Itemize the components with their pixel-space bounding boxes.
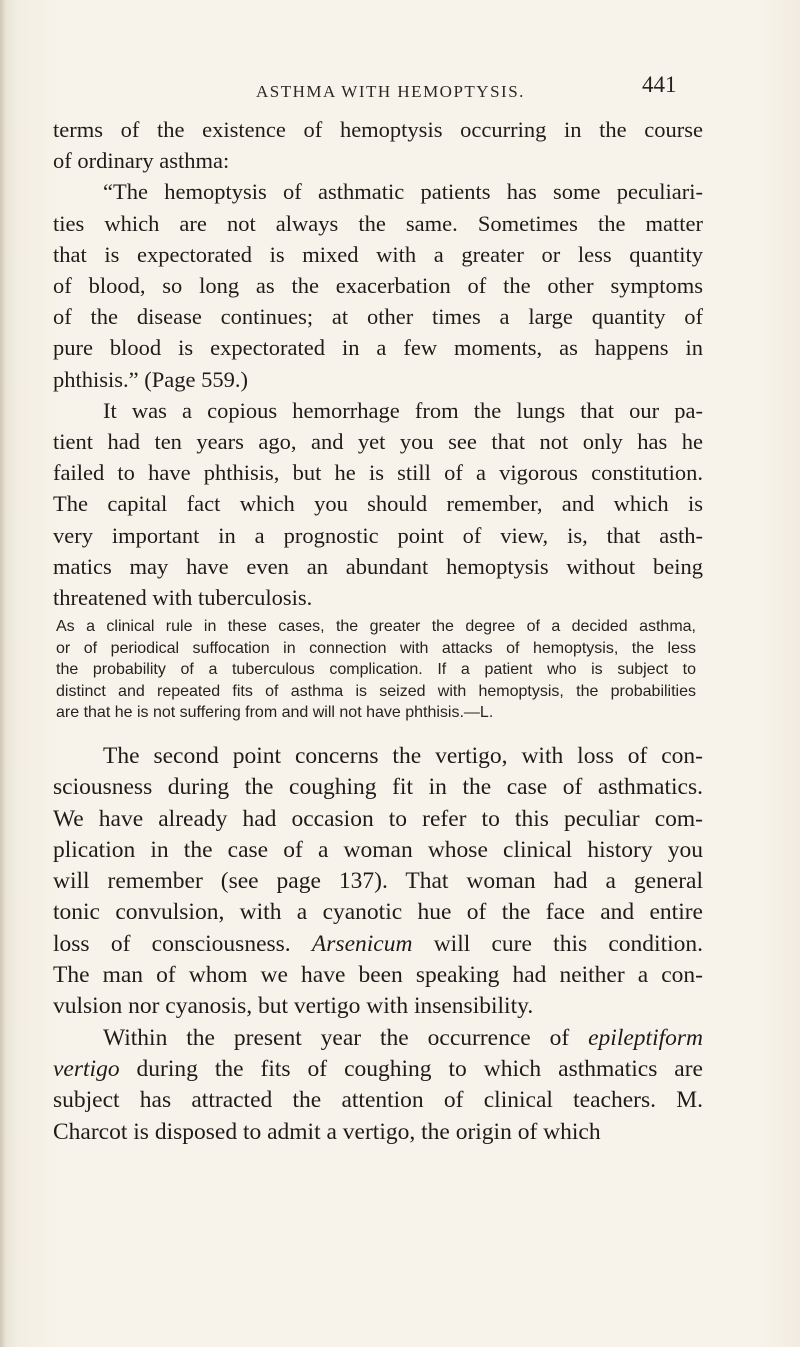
text-line: vulsion nor cyanosis, but vertigo with insensibility. bbox=[53, 993, 534, 1020]
text-line: of the disease continues; at other times a large quantity of bbox=[53, 304, 703, 330]
running-title: ASTHMA WITH HEMOPTYSIS. bbox=[256, 82, 525, 101]
italic-term-epileptiform: epileptiform bbox=[588, 1024, 703, 1051]
text-line: very important in a prognostic point of view, is, that asth- bbox=[53, 522, 703, 548]
text-line: We have already had occasion to refer to this peculiar com- bbox=[53, 805, 703, 832]
text-line: tonic convulsion, with a cyanotic hue of the face and entire bbox=[53, 899, 703, 926]
text-segment: will cure this condition. bbox=[433, 930, 704, 957]
text-line-mixed bbox=[53, 1023, 703, 1054]
text-segment: Within the present year the occurrence of bbox=[103, 1024, 570, 1051]
italic-term-vertigo: vertigo bbox=[53, 1055, 120, 1082]
text-line: It was a copious hemorrhage from the lungs that our pa- bbox=[103, 397, 703, 423]
text-line: that is expectorated is mixed with a greater or less quantity bbox=[53, 241, 703, 267]
text-line: of blood, so long as the exacerbation of the other symptoms bbox=[53, 273, 703, 299]
text-line: of ordinary asthma: bbox=[53, 148, 230, 174]
text-line: ties which are not always the same. Sometimes the matter bbox=[53, 210, 703, 236]
text-line: phthisis.” (Page 559.) bbox=[53, 366, 248, 392]
body-text-block-1 bbox=[53, 114, 703, 613]
text-line: The man of whom we have been speaking had neither a con- bbox=[53, 962, 703, 989]
text-line: subject has attracted the attention of clinical teachers. M. bbox=[53, 1087, 703, 1114]
note-line: distinct and repeated fits of asthma is seized with hemoptysis, the probabilities bbox=[56, 682, 696, 700]
note-line: are that he is not suffering from and will not have phthisis.—L. bbox=[56, 704, 494, 721]
text-line: will remember (see page 137). That woman had a general bbox=[53, 868, 703, 895]
text-line: tient had ten years ago, and yet you see that not only has he bbox=[53, 429, 703, 455]
text-line: matics may have even an abundant hemoptysis without being bbox=[53, 553, 703, 579]
body-text-block-2 bbox=[53, 741, 703, 1148]
text-line: Charcot is disposed to admit a vertigo, the origin of which bbox=[53, 1118, 601, 1145]
text-line: failed to have phthisis, but he is still of a vigorous constitution. bbox=[53, 460, 703, 486]
text-line: sciousness during the coughing fit in the case of asthmatics. bbox=[53, 774, 703, 801]
text-segment: during the fits of coughing to which asthmatics are bbox=[136, 1055, 703, 1082]
text-line: plication in the case of a woman whose clinical history you bbox=[53, 836, 703, 863]
note-line: As a clinical rule in these cases, the greater the degree of a decided asthma, bbox=[56, 618, 696, 635]
page-gutter-shadow bbox=[0, 0, 6, 1347]
text-line: terms of the existence of hemoptysis occurring in the course bbox=[53, 117, 703, 142]
text-line: pure blood is expectorated in a few moments, as happens in bbox=[53, 335, 703, 361]
note-line: or of periodical suffocation in connection with attacks of hemoptysis, the less bbox=[56, 639, 696, 657]
text-line: “The hemoptysis of asthmatic patients has some peculiari- bbox=[103, 179, 703, 205]
text-line: threatened with tuberculosis. bbox=[53, 585, 313, 611]
note-line: the probability of a tuberculous complication. If a patient who is subject to bbox=[56, 661, 696, 678]
text-line-mixed bbox=[53, 929, 703, 960]
italic-term-arsenicum: Arsenicum bbox=[311, 930, 413, 957]
text-line: The second point concerns the vertigo, with loss of con- bbox=[103, 743, 703, 769]
editor-note bbox=[56, 616, 696, 724]
text-line: The capital fact which you should remember, and which is bbox=[53, 491, 703, 517]
text-segment: loss of consciousness. bbox=[53, 930, 291, 957]
text-line-mixed bbox=[53, 1054, 703, 1085]
page-number: 441 bbox=[642, 72, 677, 97]
